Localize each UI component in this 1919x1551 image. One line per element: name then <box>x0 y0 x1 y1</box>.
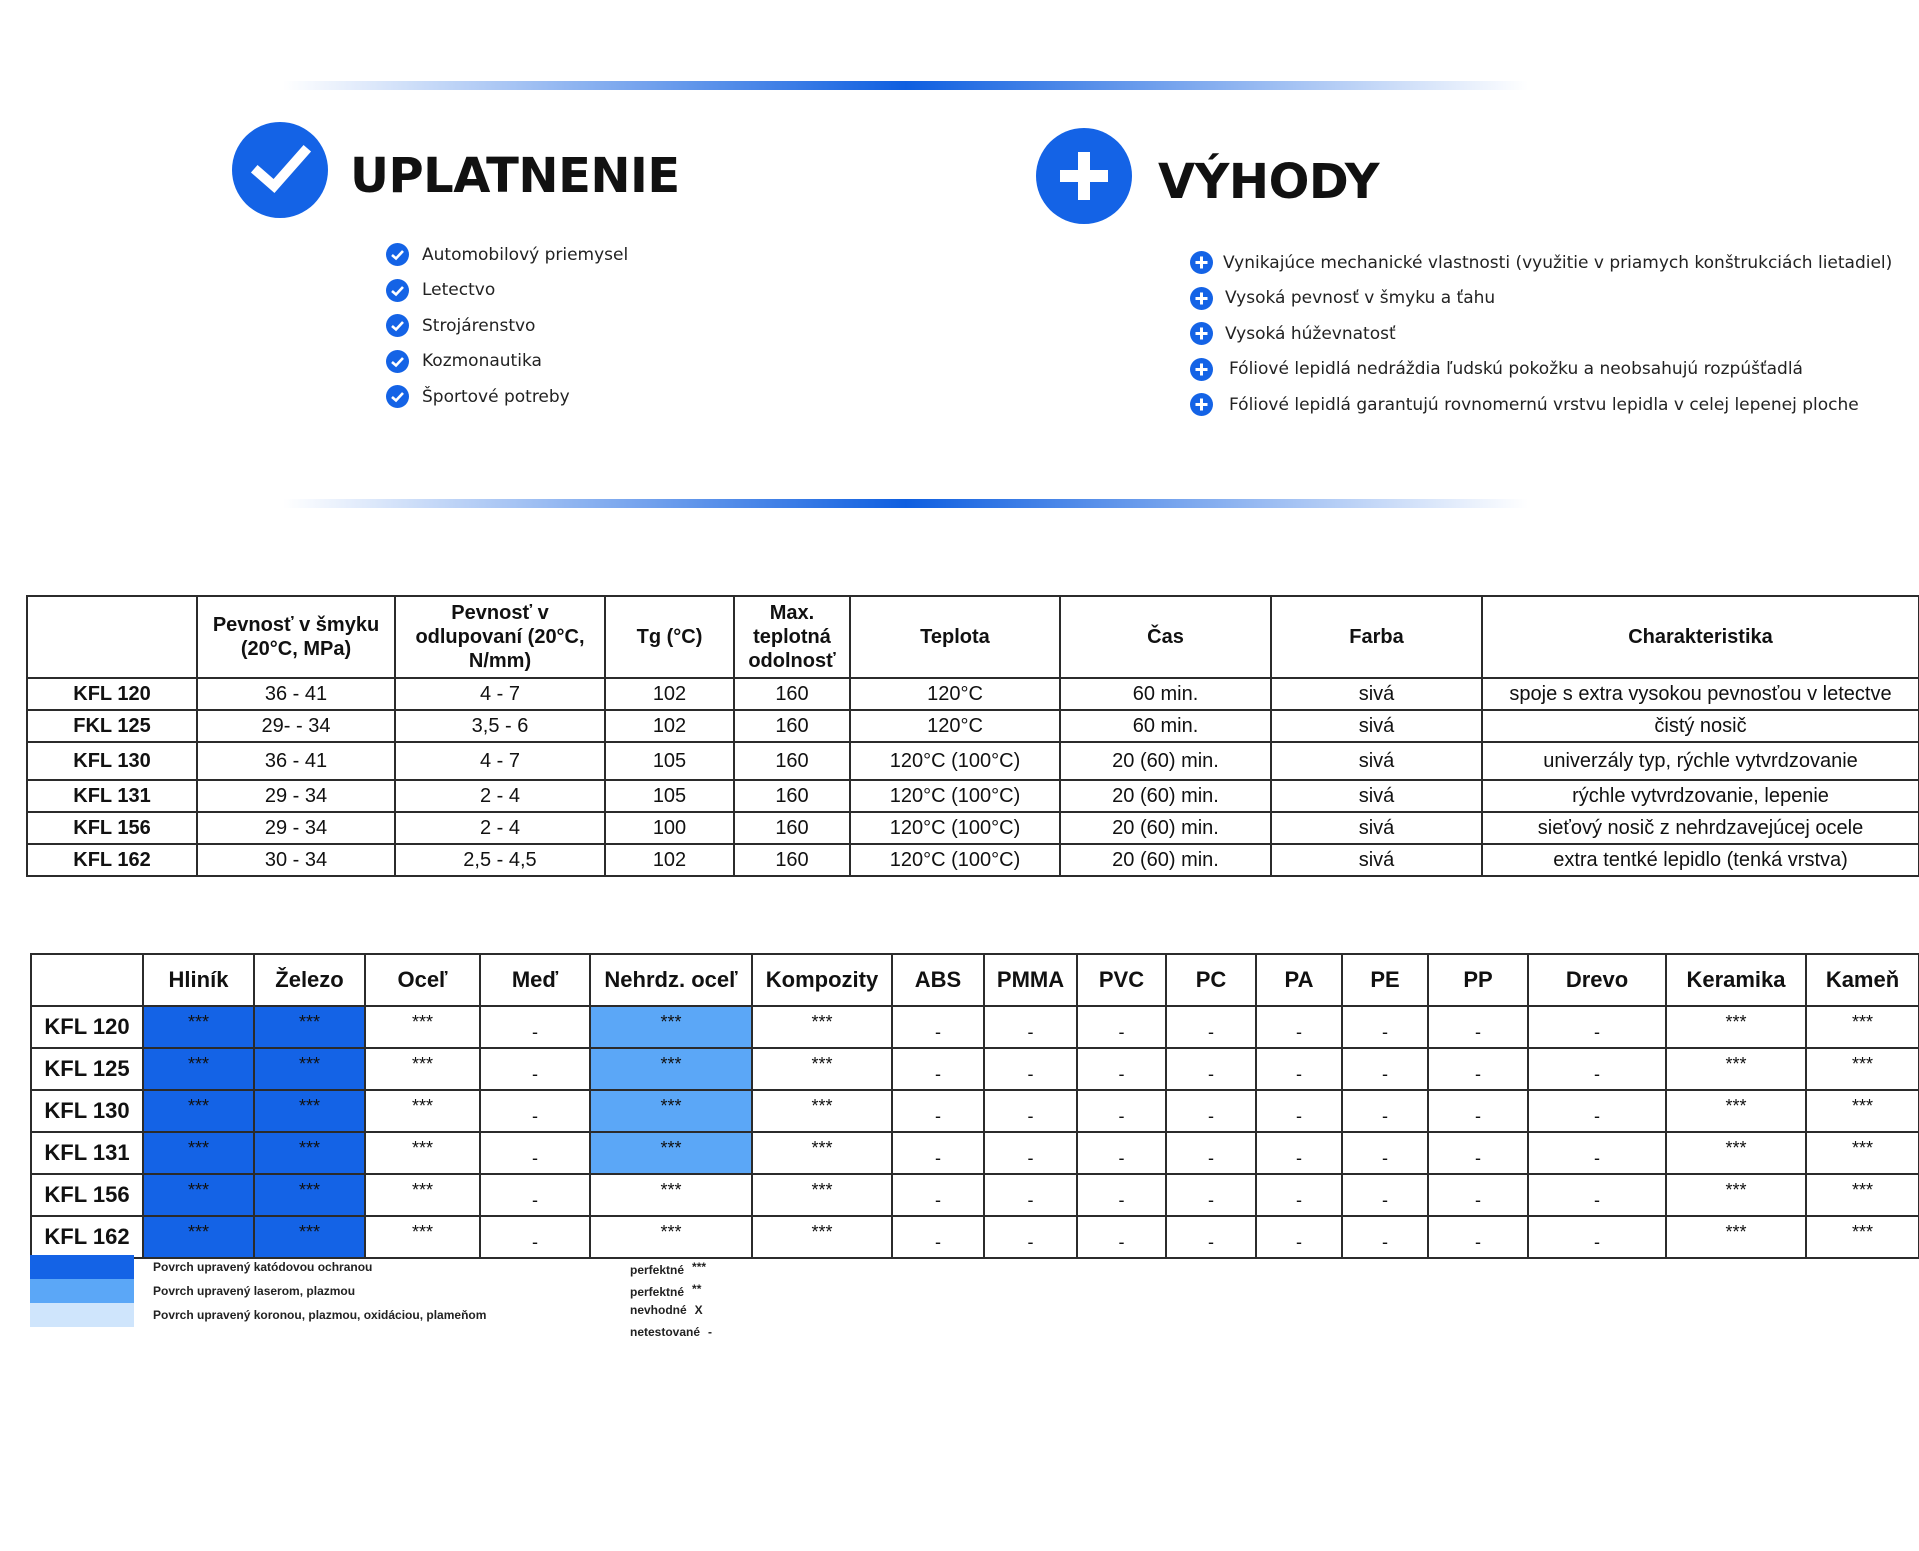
material-header-cell: Drevo <box>1528 954 1666 1006</box>
rating-cell: - <box>984 1216 1077 1258</box>
table-row <box>27 780 1919 812</box>
vyhody-item <box>1190 245 1892 281</box>
properties-cell: sivá <box>1271 742 1482 780</box>
properties-cell: 102 <box>605 710 734 742</box>
rating-symbol: - <box>708 1324 713 1339</box>
properties-header-cell: Farba <box>1271 596 1482 678</box>
check-circle-icon <box>386 350 409 373</box>
product-name: KFL 131 <box>31 1132 143 1174</box>
check-circle-icon <box>386 279 409 302</box>
rating-cell: - <box>1428 1174 1528 1216</box>
properties-header-cell: Tg (°C) <box>605 596 734 678</box>
rating-cell: - <box>1256 1006 1342 1048</box>
properties-cell: 60 min. <box>1060 678 1271 710</box>
legend-label: Povrch upravený laserom, plazmou <box>153 1284 356 1298</box>
rating-cell: *** <box>590 1090 752 1132</box>
materials-table <box>30 953 1919 1259</box>
material-header-cell <box>31 954 143 1006</box>
rating-cell: - <box>892 1174 984 1216</box>
rating-cell: - <box>1528 1006 1666 1048</box>
material-header-cell: PA <box>1256 954 1342 1006</box>
rating-cell: - <box>1166 1216 1256 1258</box>
rating-cell: - <box>480 1006 590 1048</box>
rating-cell: *** <box>590 1216 752 1258</box>
rating-cell: - <box>480 1216 590 1258</box>
rating-cell: - <box>1428 1006 1528 1048</box>
rating-cell: - <box>480 1090 590 1132</box>
product-name: FKL 125 <box>27 710 197 742</box>
table-row <box>31 1048 1919 1090</box>
table-row <box>27 710 1919 742</box>
properties-cell: 20 (60) min. <box>1060 844 1271 876</box>
product-name: KFL 125 <box>31 1048 143 1090</box>
properties-cell: sieťový nosič z nehrdzavejúcej ocele <box>1482 812 1919 844</box>
vyhody-item-label: Fóliové lepidlá nedráždia ľudskú pokožku a neobsahujú rozpúšťadlá <box>1229 359 1803 380</box>
rating-cell: *** <box>1806 1006 1919 1048</box>
properties-cell: sivá <box>1271 844 1482 876</box>
properties-cell: 160 <box>734 742 850 780</box>
material-header-cell: PE <box>1342 954 1428 1006</box>
rating-cell: - <box>1077 1006 1166 1048</box>
product-name: KFL 131 <box>27 780 197 812</box>
rating-cell: *** <box>590 1132 752 1174</box>
properties-cell: 102 <box>605 678 734 710</box>
rating-cell: - <box>1342 1048 1428 1090</box>
plus-circle-icon <box>1036 128 1132 224</box>
rating-cell: *** <box>752 1006 892 1048</box>
rating-cell: *** <box>1666 1216 1806 1258</box>
legend-swatch <box>30 1303 134 1327</box>
table-row <box>31 1090 1919 1132</box>
uplatnenie-item-label: Športové potreby <box>422 386 570 407</box>
material-header-cell: Kompozity <box>752 954 892 1006</box>
properties-cell: 160 <box>734 812 850 844</box>
rating-cell: - <box>1166 1132 1256 1174</box>
plus-circle-icon <box>1190 322 1213 345</box>
properties-cell: sivá <box>1271 780 1482 812</box>
properties-cell: 120°C (100°C) <box>850 742 1060 780</box>
properties-cell: 29 - 34 <box>197 780 395 812</box>
table-row <box>31 1174 1919 1216</box>
properties-cell: sivá <box>1271 710 1482 742</box>
rating-cell: *** <box>254 1006 365 1048</box>
bottom-divider <box>283 499 1528 508</box>
properties-cell: univerzály typ, rýchle vytvrdzovanie <box>1482 742 1919 780</box>
rating-cell: - <box>1077 1132 1166 1174</box>
properties-cell: 2,5 - 4,5 <box>395 844 605 876</box>
rating-cell: - <box>1342 1132 1428 1174</box>
properties-cell: spoje s extra vysokou pevnosťou v letectve <box>1482 678 1919 710</box>
properties-cell: 4 - 7 <box>395 742 605 780</box>
product-name: KFL 130 <box>31 1090 143 1132</box>
rating-cell: - <box>1342 1090 1428 1132</box>
rating-cell: *** <box>1666 1132 1806 1174</box>
properties-cell: 120°C <box>850 678 1060 710</box>
properties-header-cell <box>27 596 197 678</box>
material-header-cell: ABS <box>892 954 984 1006</box>
properties-cell: 102 <box>605 844 734 876</box>
rating-cell: *** <box>752 1048 892 1090</box>
rating-cell: *** <box>365 1216 480 1258</box>
rating-cell: *** <box>254 1090 365 1132</box>
rating-symbol: ** <box>692 1281 702 1296</box>
properties-cell: 3,5 - 6 <box>395 710 605 742</box>
properties-cell: 2 - 4 <box>395 780 605 812</box>
rating-cell: *** <box>1666 1006 1806 1048</box>
properties-cell: 100 <box>605 812 734 844</box>
product-name: KFL 156 <box>31 1174 143 1216</box>
properties-cell: 120°C (100°C) <box>850 780 1060 812</box>
rating-legend-item <box>630 1282 701 1299</box>
product-name: KFL 162 <box>27 844 197 876</box>
material-header-cell: PMMA <box>984 954 1077 1006</box>
plus-circle-icon <box>1190 358 1213 381</box>
table-row <box>27 812 1919 844</box>
properties-header-cell: Teplota <box>850 596 1060 678</box>
rating-cell: - <box>1166 1090 1256 1132</box>
rating-cell: *** <box>143 1174 254 1216</box>
uplatnenie-item <box>386 344 628 380</box>
rating-cell: - <box>1256 1174 1342 1216</box>
properties-cell: čistý nosič <box>1482 710 1919 742</box>
properties-cell: 2 - 4 <box>395 812 605 844</box>
rating-legend-item <box>630 1303 703 1317</box>
rating-cell: - <box>892 1090 984 1132</box>
table-row <box>31 1006 1919 1048</box>
uplatnenie-item-label: Kozmonautika <box>422 351 542 372</box>
rating-cell: - <box>1528 1048 1666 1090</box>
vyhody-item <box>1190 316 1892 352</box>
rating-cell: *** <box>1806 1216 1919 1258</box>
uplatnenie-item-label: Strojárenstvo <box>422 315 536 336</box>
table-row <box>31 1216 1919 1258</box>
rating-cell: *** <box>254 1048 365 1090</box>
properties-cell: 160 <box>734 780 850 812</box>
uplatnenie-item <box>386 308 628 344</box>
rating-cell: - <box>1342 1216 1428 1258</box>
rating-cell: - <box>1528 1090 1666 1132</box>
properties-cell: 30 - 34 <box>197 844 395 876</box>
rating-symbol: *** <box>692 1260 707 1274</box>
properties-cell: sivá <box>1271 678 1482 710</box>
properties-header-cell: Max. teplotná odolnosť <box>734 596 850 678</box>
legend-swatch <box>30 1279 134 1303</box>
vyhody-list <box>1190 245 1892 423</box>
rating-cell: - <box>1342 1174 1428 1216</box>
rating-cell: - <box>1077 1174 1166 1216</box>
properties-cell: 60 min. <box>1060 710 1271 742</box>
properties-header-cell: Pevnosť v šmyku (20°C, MPa) <box>197 596 395 678</box>
uplatnenie-list <box>386 237 628 415</box>
rating-cell: *** <box>1806 1048 1919 1090</box>
material-header-cell: PP <box>1428 954 1528 1006</box>
rating-label: perfektné <box>630 1263 685 1277</box>
rating-label: nevhodné <box>630 1303 687 1317</box>
properties-cell: 4 - 7 <box>395 678 605 710</box>
vyhody-item-label: Vynikajúce mechanické vlastnosti (využitie v priamych konštrukciách lietadiel) <box>1223 252 1893 273</box>
product-name: KFL 120 <box>27 678 197 710</box>
vyhody-item-label: Vysoká húževnatosť <box>1225 323 1396 344</box>
check-circle-icon <box>232 122 328 218</box>
properties-cell: 105 <box>605 780 734 812</box>
rating-cell: - <box>1256 1132 1342 1174</box>
rating-cell: *** <box>1806 1090 1919 1132</box>
rating-cell: *** <box>365 1132 480 1174</box>
rating-cell: - <box>892 1132 984 1174</box>
rating-cell: *** <box>143 1132 254 1174</box>
legend-swatch <box>30 1255 134 1279</box>
rating-cell: *** <box>365 1174 480 1216</box>
rating-cell: - <box>892 1048 984 1090</box>
properties-cell: 160 <box>734 710 850 742</box>
material-header-cell: PC <box>1166 954 1256 1006</box>
table-row <box>27 844 1919 876</box>
properties-cell: 120°C <box>850 710 1060 742</box>
legend-label: Povrch upravený koronou, plazmou, oxidáciou, plameňom <box>153 1308 487 1322</box>
rating-cell: - <box>984 1174 1077 1216</box>
rating-cell: - <box>1428 1048 1528 1090</box>
rating-cell: - <box>892 1216 984 1258</box>
material-header-cell: Keramika <box>1666 954 1806 1006</box>
rating-cell: - <box>1528 1174 1666 1216</box>
check-circle-icon <box>386 385 409 408</box>
vyhody-item-label: Fóliové lepidlá garantujú rovnomernú vrstvu lepidla v celej lepenej ploche <box>1229 394 1859 415</box>
properties-cell: 105 <box>605 742 734 780</box>
rating-cell: *** <box>143 1216 254 1258</box>
vyhody-item <box>1190 387 1892 423</box>
rating-cell: *** <box>254 1216 365 1258</box>
rating-cell: - <box>1256 1090 1342 1132</box>
rating-cell: - <box>1256 1216 1342 1258</box>
rating-cell: - <box>1342 1006 1428 1048</box>
uplatnenie-item-label: Letectvo <box>422 280 496 301</box>
rating-cell: - <box>480 1048 590 1090</box>
check-circle-icon <box>386 314 409 337</box>
plus-circle-icon <box>1190 251 1213 274</box>
properties-header-cell: Čas <box>1060 596 1271 678</box>
rating-cell: *** <box>143 1048 254 1090</box>
uplatnenie-item <box>386 237 628 273</box>
material-header-cell: Hliník <box>143 954 254 1006</box>
rating-cell: *** <box>365 1048 480 1090</box>
properties-cell: 120°C (100°C) <box>850 844 1060 876</box>
properties-table <box>26 595 1919 877</box>
rating-cell: - <box>480 1174 590 1216</box>
properties-cell: sivá <box>1271 812 1482 844</box>
uplatnenie-title: UPLATNENIE <box>350 148 680 204</box>
check-circle-icon <box>386 243 409 266</box>
vyhody-title: VÝHODY <box>1158 154 1379 210</box>
rating-cell: - <box>1077 1048 1166 1090</box>
rating-cell: *** <box>254 1174 365 1216</box>
rating-cell: *** <box>752 1090 892 1132</box>
vyhody-item <box>1190 352 1892 388</box>
properties-cell: 29- - 34 <box>197 710 395 742</box>
properties-cell: extra tentké lepidlo (tenká vrstva) <box>1482 844 1919 876</box>
properties-cell: 20 (60) min. <box>1060 812 1271 844</box>
rating-legend-item <box>630 1325 712 1339</box>
rating-cell: - <box>1428 1216 1528 1258</box>
rating-cell: *** <box>1666 1048 1806 1090</box>
material-header-cell: Oceľ <box>365 954 480 1006</box>
rating-cell: - <box>1166 1048 1256 1090</box>
top-divider <box>283 81 1528 90</box>
product-name: KFL 162 <box>31 1216 143 1258</box>
rating-cell: - <box>984 1048 1077 1090</box>
table-row <box>27 678 1919 710</box>
properties-cell: 20 (60) min. <box>1060 742 1271 780</box>
rating-cell: - <box>1077 1216 1166 1258</box>
product-name: KFL 156 <box>27 812 197 844</box>
rating-symbol: X <box>694 1303 703 1317</box>
rating-cell: *** <box>143 1090 254 1132</box>
rating-cell: *** <box>1666 1090 1806 1132</box>
vyhody-item-label: Vysoká pevnosť v šmyku a ťahu <box>1225 288 1496 309</box>
table-row <box>27 742 1919 780</box>
rating-cell: *** <box>365 1090 480 1132</box>
rating-cell: - <box>1528 1216 1666 1258</box>
properties-cell: rýchle vytvrdzovanie, lepenie <box>1482 780 1919 812</box>
properties-header-cell: Pevnosť v odlupovaní (20°C, N/mm) <box>395 596 605 678</box>
rating-cell: *** <box>590 1174 752 1216</box>
rating-cell: - <box>1528 1132 1666 1174</box>
rating-cell: - <box>1166 1006 1256 1048</box>
rating-cell: - <box>1256 1048 1342 1090</box>
rating-cell: - <box>984 1006 1077 1048</box>
rating-cell: *** <box>1806 1132 1919 1174</box>
rating-cell: *** <box>590 1006 752 1048</box>
rating-cell: *** <box>254 1132 365 1174</box>
rating-cell: - <box>1166 1174 1256 1216</box>
properties-cell: 20 (60) min. <box>1060 780 1271 812</box>
properties-cell: 120°C (100°C) <box>850 812 1060 844</box>
rating-cell: *** <box>1666 1174 1806 1216</box>
uplatnenie-item <box>386 273 628 309</box>
rating-cell: - <box>480 1132 590 1174</box>
properties-cell: 160 <box>734 678 850 710</box>
rating-cell: *** <box>752 1174 892 1216</box>
rating-legend-item <box>630 1260 706 1277</box>
product-name: KFL 130 <box>27 742 197 780</box>
product-name: KFL 120 <box>31 1006 143 1048</box>
properties-cell: 160 <box>734 844 850 876</box>
rating-cell: *** <box>143 1006 254 1048</box>
material-header-cell: Železo <box>254 954 365 1006</box>
rating-cell: - <box>892 1006 984 1048</box>
rating-cell: *** <box>365 1006 480 1048</box>
rating-cell: - <box>1428 1090 1528 1132</box>
rating-cell: *** <box>1806 1174 1919 1216</box>
rating-cell: *** <box>752 1216 892 1258</box>
rating-cell: - <box>984 1090 1077 1132</box>
rating-label: perfektné <box>630 1284 685 1299</box>
material-header-cell: Nehrdz. oceľ <box>590 954 752 1006</box>
vyhody-item <box>1190 281 1892 317</box>
uplatnenie-item <box>386 379 628 415</box>
material-header-cell: Meď <box>480 954 590 1006</box>
rating-cell: - <box>984 1132 1077 1174</box>
properties-cell: 36 - 41 <box>197 742 395 780</box>
rating-cell: - <box>1428 1132 1528 1174</box>
plus-circle-icon <box>1190 287 1213 310</box>
rating-label: netestované <box>630 1324 701 1339</box>
rating-cell: *** <box>590 1048 752 1090</box>
material-header-cell: PVC <box>1077 954 1166 1006</box>
properties-cell: 29 - 34 <box>197 812 395 844</box>
rating-cell: - <box>1077 1090 1166 1132</box>
plus-circle-icon <box>1190 393 1213 416</box>
material-header-cell: Kameň <box>1806 954 1919 1006</box>
uplatnenie-item-label: Automobilový priemysel <box>422 244 629 265</box>
table-row <box>31 1132 1919 1174</box>
properties-header-cell: Charakteristika <box>1482 596 1919 678</box>
legend-label: Povrch upravený katódovou ochranou <box>153 1260 373 1274</box>
properties-cell: 36 - 41 <box>197 678 395 710</box>
rating-cell: *** <box>752 1132 892 1174</box>
